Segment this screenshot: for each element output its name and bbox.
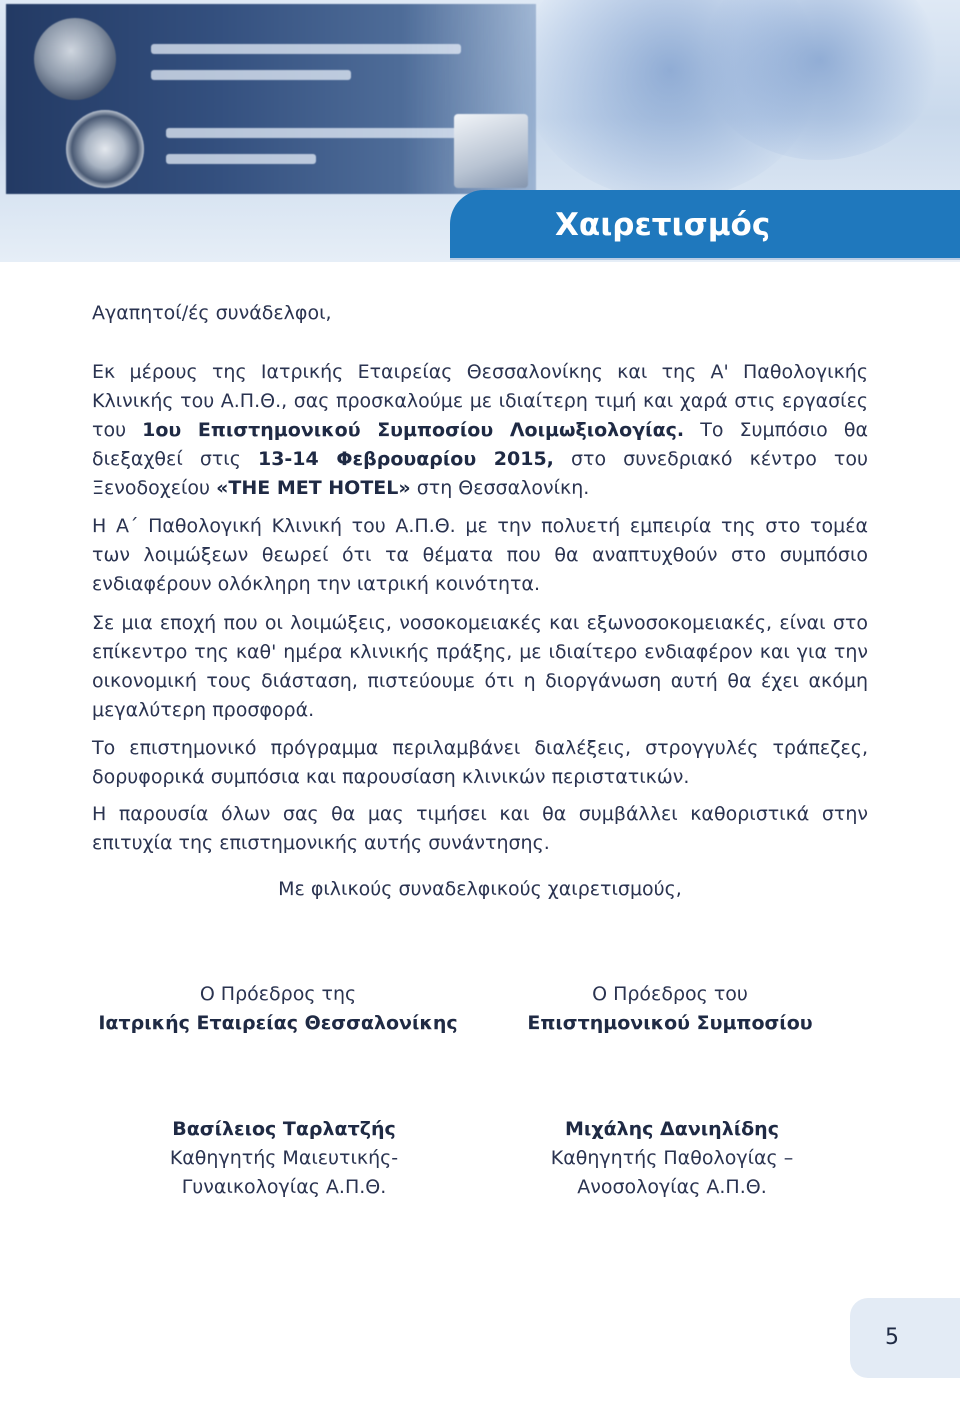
- header-banner: [0, 0, 960, 262]
- closing-line: Με φιλικούς συναδελφικούς χαιρετισμούς,: [278, 878, 682, 900]
- text-segment: Εκ μέρους της Ιατρικής Εταιρείας Θεσσαλονίκης και της Α' Παθολογικής Κλινικής του Α.Π.Θ., σας προσκαλούμε με ιδιαίτερη τιμή και χαρά στις εργασίες του: [92, 361, 868, 441]
- signature-organization: Ιατρικής Εταιρείας Θεσσαλονίκης: [98, 1012, 458, 1034]
- paragraph-attendance: Η παρουσία όλων σας θα μας τιμήσει και θα συμβάλλει καθοριστικά στην επιτυχία της επιστημονικής αυτής συνάντησης.: [92, 803, 868, 854]
- signature-left: [78, 980, 478, 1038]
- signature-role: Ο Πρόεδρος του: [592, 983, 748, 1005]
- crest-logo: [34, 18, 116, 100]
- signatory-title: Γυναικολογίας Α.Π.Θ.: [181, 1176, 387, 1198]
- text-segment: στη Θεσσαλονίκη.: [410, 477, 590, 499]
- signatory-name: Μιχάλης Δανιηλίδης: [565, 1118, 779, 1140]
- logo-text-line: [151, 44, 461, 54]
- signatory-right: [472, 1115, 872, 1202]
- paragraph-context: Σε μια εποχή που οι λοιμώξεις, νοσοκομειακές και εξωνοσοκομειακές, είναι στο επίκεντρο της καθ' ημέρα κλινικής πράξης, με ιδιαίτερο ενδιαφέρον και για την οικονομική τους διάσταση, πιστεύουμε ότι η διοργάνωση αυτή θα έχει ακόμη μεγαλύτερη προσφορά.: [92, 612, 868, 721]
- logo-text-line: [166, 128, 466, 138]
- header-photo: [6, 4, 536, 194]
- greeting: Αγαπητοί/ές συνάδελφοι,: [92, 302, 332, 324]
- logo-text-line: [166, 154, 316, 164]
- logo-text-line: [151, 70, 351, 80]
- signatory-title: Καθηγητής Παθολογίας –: [550, 1147, 794, 1169]
- text-segment: στο συνεδριακό κέντρο του Ξενοδοχείου: [92, 448, 868, 499]
- signatory-left: [84, 1115, 484, 1202]
- paragraph-clinic: Η Α΄ Παθολογική Κλινική του Α.Π.Θ. με την πολυετή εμπειρία της στο τομέα των λοιμώξεων θεωρεί ότι τα θέματα που θα αναπτυχθούν στο συμπόσιο ενδιαφέρουν ολόκληρη την ιατρική κοινότητα.: [92, 515, 868, 595]
- page-title: Χαιρετισμός: [555, 207, 771, 243]
- symposium-name: 1ου Επιστημονικού Συμποσίου Λοιμωξιολογίας.: [142, 419, 685, 441]
- seal-logo: [66, 110, 144, 188]
- venue-name: «THE MET HOTEL»: [216, 477, 411, 499]
- event-dates: 13-14 Φεβρουαρίου 2015,: [257, 448, 554, 470]
- paragraph-invitation: [92, 358, 868, 503]
- paragraph-program: Το επιστημονικό πρόγραμμα περιλαμβάνει διαλέξεις, στρογγυλές τράπεζες, δορυφορικά συμπόσια και παρουσίαση κλινικών περιστατικών.: [92, 737, 868, 788]
- symposium-emblem: [454, 114, 528, 188]
- signature-organization: Επιστημονικού Συμποσίου: [527, 1012, 813, 1034]
- signature-role: Ο Πρόεδρος της: [199, 983, 357, 1005]
- signatory-name: Βασίλειος Ταρλατζής: [172, 1118, 396, 1140]
- signatory-title: Ανοσολογίας Α.Π.Θ.: [577, 1176, 767, 1198]
- page-number: 5: [885, 1325, 899, 1350]
- text-segment: Το Συμπόσιο θα διεξαχθεί στις: [92, 419, 869, 470]
- signature-right: [470, 980, 870, 1038]
- signatory-title: Καθηγητής Μαιευτικής-: [169, 1147, 399, 1169]
